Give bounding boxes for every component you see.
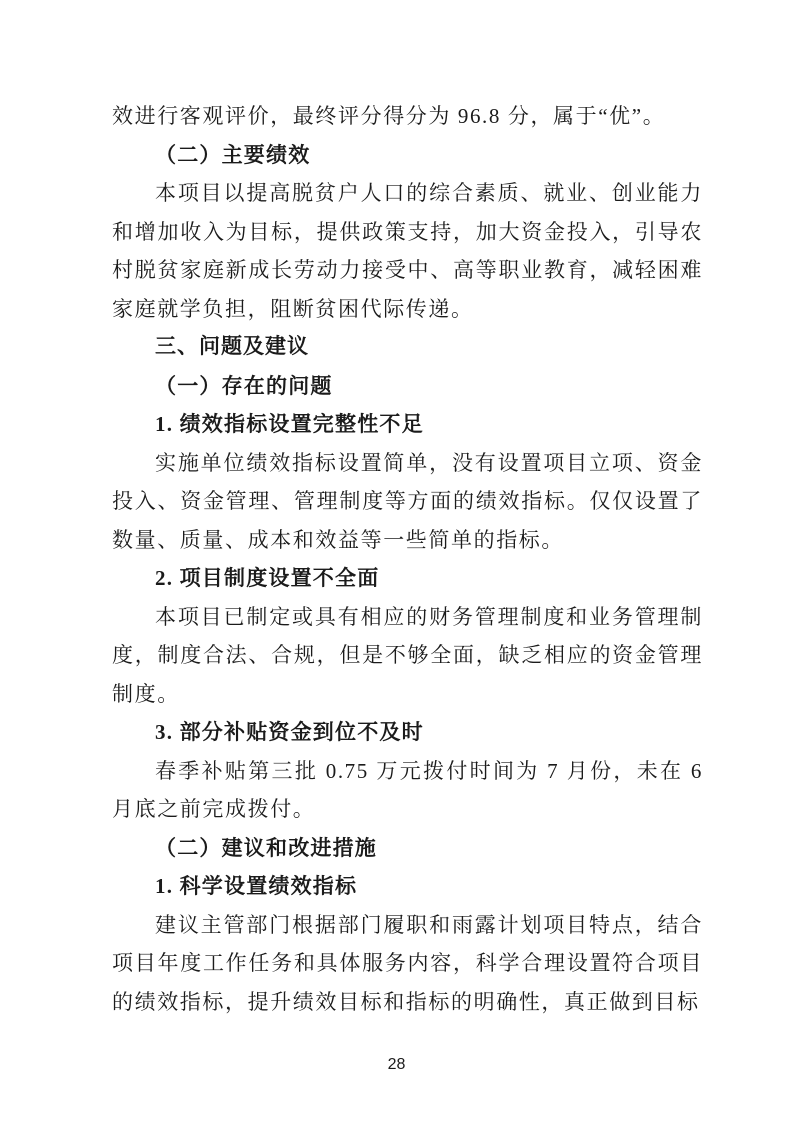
section-heading3: 1. 科学设置绩效指标 — [155, 874, 358, 898]
paragraph: 建议主管部门根据部门履职和雨露计划项目特点，结合项目年度工作任务和具体服务内容，科学合理设置符合项目的绩效指标，提升绩效目标和指标的明确性，真正做到目标 — [112, 912, 703, 1014]
page-footer — [0, 1056, 793, 1074]
section-heading3: 1. 绩效指标设置完整性不足 — [155, 412, 424, 436]
paragraph: 实施单位绩效指标设置简单，没有设置项目立项、资金投入、资金管理、管理制度等方面的绩效指标。仅仅设置了数量、质量、成本和效益等一些简单的指标。 — [112, 450, 703, 552]
section-heading1: 三、问题及建议 — [155, 335, 309, 358]
section-heading2: （二）建议和改进措施 — [155, 835, 377, 860]
paragraph: 本项目以提高脱贫户人口的综合素质、就业、创业能力和增加收入为目标，提供政策支持，加大资金投入，引导农村脱贫家庭新成长劳动力接受中、高等职业教育，减轻困难家庭就学负担，阻断贫困代际传递。 — [112, 181, 703, 321]
document-content — [112, 97, 703, 1021]
page-number: 28 — [387, 1056, 406, 1073]
section-heading2: （二）主要绩效 — [155, 142, 311, 167]
section-heading3: 3. 部分补贴资金到位不及时 — [155, 720, 424, 744]
paragraph: 效进行客观评价，最终评分得分为 96.8 分，属于“优”。 — [112, 104, 666, 128]
section-heading2: （一）存在的问题 — [155, 373, 333, 398]
section-heading3: 2. 项目制度设置不全面 — [155, 566, 380, 590]
paragraph: 本项目已制定或具有相应的财务管理制度和业务管理制度，制度合法、合规，但是不够全面，缺乏相应的资金管理制度。 — [112, 604, 703, 706]
paragraph: 春季补贴第三批 0.75 万元拨付时间为 7 月份，未在 6 月底之前完成拨付。 — [112, 758, 703, 821]
